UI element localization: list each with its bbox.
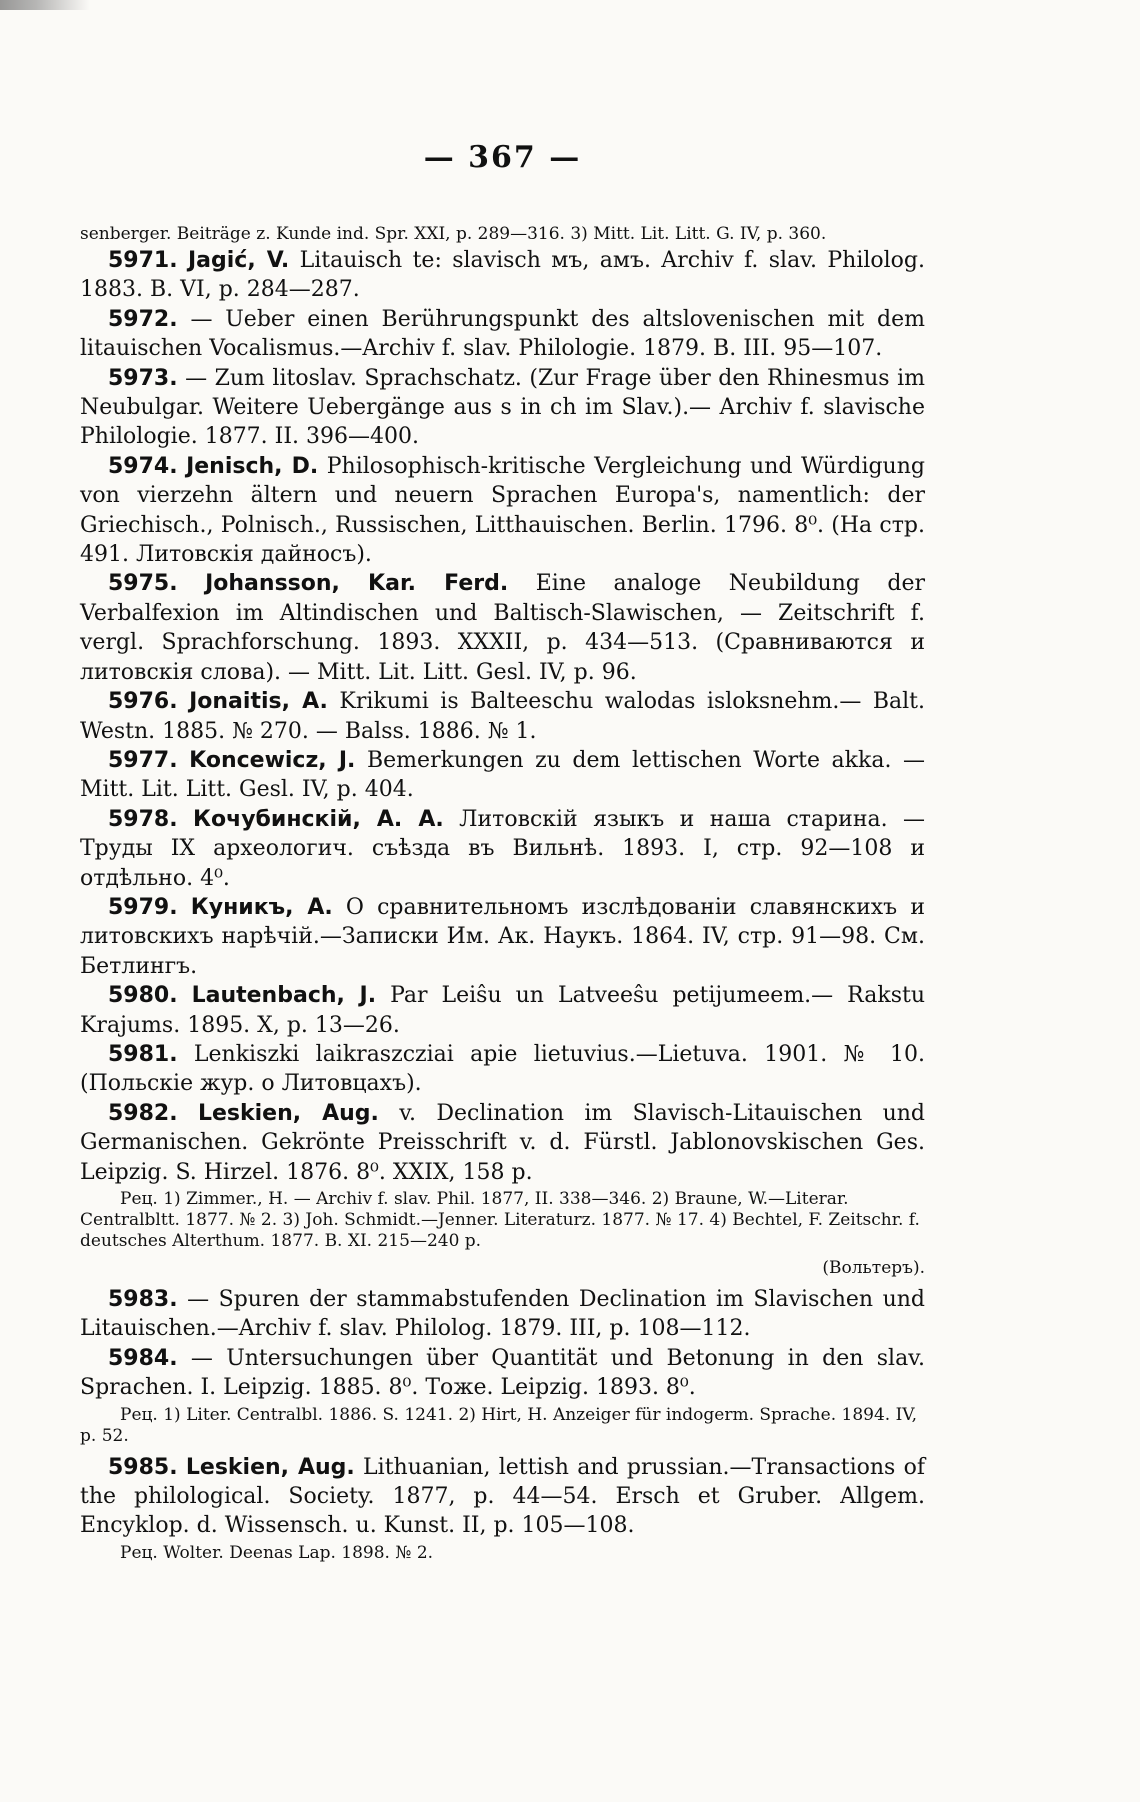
- entry-5971: [80, 246, 925, 305]
- entry-text: Литовскій языкъ и наша старина. — Труды IX археологич. съѣзда въ Вильнѣ. 1893. I, стр. 92—108 и отдѣльно. 4⁰.: [80, 806, 925, 891]
- entry-text: — Spuren der stammabstufenden Declination im Slavischen und Litauischen.—Archiv f. slav. Philolog. 1879. III, p. 108—112.: [80, 1287, 925, 1342]
- review-signature: [80, 1258, 925, 1279]
- entry-number: 5977.: [108, 747, 178, 773]
- entry-author: Jenisch, D.: [186, 453, 319, 479]
- review-text: Рец. 1) Zimmer., H. — Archiv f. slav. Phil. 1877, II. 338—346. 2) Braune, W.—Literar. Centralbltt. 1877. № 2. 3) Joh. Schmidt.—Jenner. Literaturz. 1877. № 17. 4) Bechtel, F. Zeitschr. f. deutsches Alterthum. 1877. B. XI. 215—240 p.: [80, 1189, 920, 1251]
- entry-text: — Untersuchungen über Quantität und Betonung in den slav. Sprachen. I. Leipzig. 1885. 8⁰. Тоже. Leipzig. 1893. 8⁰.: [80, 1345, 925, 1401]
- entry-5982: [80, 1099, 925, 1187]
- review-5985: [80, 1543, 925, 1564]
- entry-number: 5975.: [108, 571, 178, 597]
- entry-text: Litauisch te: slavisch мъ, амъ. Archiv f. slav. Philolog. 1883. B. VI, p. 284—287.: [80, 248, 925, 303]
- page: [80, 140, 925, 1570]
- entry-text: Bemerkungen zu dem lettischen Worte akka. — Mitt. Lit. Litt. Gesl. IV, p. 404.: [80, 747, 926, 803]
- entry-5980: [80, 981, 925, 1040]
- entry-number: 5983.: [108, 1287, 178, 1312]
- entry-number: 5978.: [108, 806, 178, 832]
- entry-5985: [80, 1453, 925, 1541]
- entry-5984: [80, 1344, 925, 1403]
- entry-number: 5984.: [108, 1345, 178, 1371]
- entry-5983: [80, 1285, 925, 1344]
- page-number: — 367 —: [423, 140, 582, 175]
- entry-5975: [80, 569, 925, 687]
- entry-author: Lautenbach, J.: [191, 983, 377, 1009]
- entry-5976: [80, 687, 925, 746]
- entry-author: Кочубинскій, А. А.: [193, 806, 444, 832]
- entry-author: Jagić, V.: [187, 248, 290, 273]
- entry-5972: [80, 305, 925, 364]
- scan-artifact: [0, 0, 90, 10]
- entry-number: 5974.: [108, 453, 178, 479]
- entry-text: v. Declination im Slavisch-Litauischen und Germanischen. Gekrönte Preisschrift v. d. Fürstl. Jablonovskischen Ges. Leipzig. S. Hirzel. 1876. 8⁰. XXIX, 158 p.: [80, 1100, 926, 1185]
- entry-text: senberger. Beiträge z. Kunde ind. Spr. XXI, p. 289—316. 3) Mitt. Lit. Litt. G. IV, p. 360.: [80, 224, 827, 244]
- entry-number: 5972.: [108, 306, 178, 332]
- entry-text: Lithuanian, lettish and prussian.—Transactions of the philological. Society. 1877, p. 44—54. Ersch et Gruber. Allgem. Encyklop. d. Wissensch. u. Kunst. II, p. 105—108.: [80, 1454, 925, 1539]
- entry-text: Eine analoge Neubildung der Verbalfexion im Altindischen und Baltisch-Slawischen, — Zeitschrift f. vergl. Sprachforschung. 1893. XXXII, p. 434—513. (Сравниваются и литовскія слова). — Mitt. Lit. Litt. Gesl. IV, p. 96.: [80, 571, 925, 685]
- review-text: Рец. Wolter. Deenas Lap. 1898. № 2.: [120, 1542, 434, 1563]
- entry-text: Philosophisch-kritische Vergleichung und Würdigung von vierzehn ältern und neuern Sprachen Europa's, namentlich: der Griechisch., Polnisch., Russischen, Litthauischen. Berlin. 1796. 8⁰. (На стр. 491. Литовскія дайносъ).: [80, 453, 925, 568]
- entry-5977: [80, 746, 925, 805]
- review-signature-text: (Вольтеръ).: [822, 1258, 925, 1278]
- entry-text: Lenkiszki laikraszcziai apie lietuvius.—Lietuva. 1901. № 10. (Польскіе жур. о Литовцахъ).: [80, 1041, 925, 1097]
- entry-number: 5981.: [108, 1041, 178, 1067]
- entry-text: — Zum litoslav. Sprachschatz. (Zur Frage über den Rhinesmus im Neubulgar. Weitere Uebergänge aus s in ch im Slav.).— Archiv f. slavische Philologie. 1877. II. 396—400.: [80, 365, 925, 450]
- entry-text: — Ueber einen Berührungspunkt des altslovenischen mit dem litauischen Vocalismus.—Archiv f. slav. Philologie. 1879. B. III. 95—107.: [80, 306, 926, 362]
- entry-5981: [80, 1040, 925, 1099]
- entry-number: 5973.: [108, 365, 178, 391]
- entry-text: О сравнительномъ изслѣдованіи славянскихъ и литовскихъ нарѣчій.—Записки Им. Ак. Наукъ. 1864. IV, стр. 91—98. См. Бетлингъ.: [80, 894, 925, 979]
- review-5982: [80, 1189, 925, 1252]
- entry-5974: [80, 452, 925, 570]
- entry-number: 5979.: [108, 894, 178, 920]
- entry-5978: [80, 805, 925, 893]
- entry-5973: [80, 364, 925, 452]
- entry-number: 5985.: [108, 1454, 178, 1480]
- entry-author: Куникъ, А.: [190, 894, 333, 920]
- entry-author: Koncewicz, J.: [189, 747, 356, 773]
- review-5984: [80, 1405, 925, 1447]
- entry-number: 5971.: [108, 248, 178, 273]
- entry-5979: [80, 893, 925, 981]
- entry-author: Jonaitis, A.: [189, 689, 328, 715]
- entry-author: Leskien, Aug.: [185, 1454, 355, 1480]
- entry-number: 5976.: [108, 689, 178, 715]
- entry-number: 5980.: [108, 983, 178, 1009]
- entry-author: Leskien, Aug.: [197, 1100, 379, 1126]
- review-text: Рец. 1) Liter. Centralbl. 1886. S. 1241. 2) Hirt, H. Anzeiger für indogerm. Sprache. 1894. IV, p. 52.: [80, 1404, 917, 1446]
- entry-author: Johansson, Kar. Ferd.: [205, 571, 509, 597]
- entry-text: Par Leiŝu un Latveeŝu petijumeem.— Rakstu Krajums. 1895. X, p. 13—26.: [80, 983, 925, 1038]
- entry-text: Krikumi is Balteeschu walodas isloksnehm.— Balt. Westn. 1885. № 270. — Balss. 1886. № 1.: [80, 689, 926, 744]
- entry-continuation: [80, 223, 925, 246]
- entry-number: 5982.: [108, 1100, 178, 1126]
